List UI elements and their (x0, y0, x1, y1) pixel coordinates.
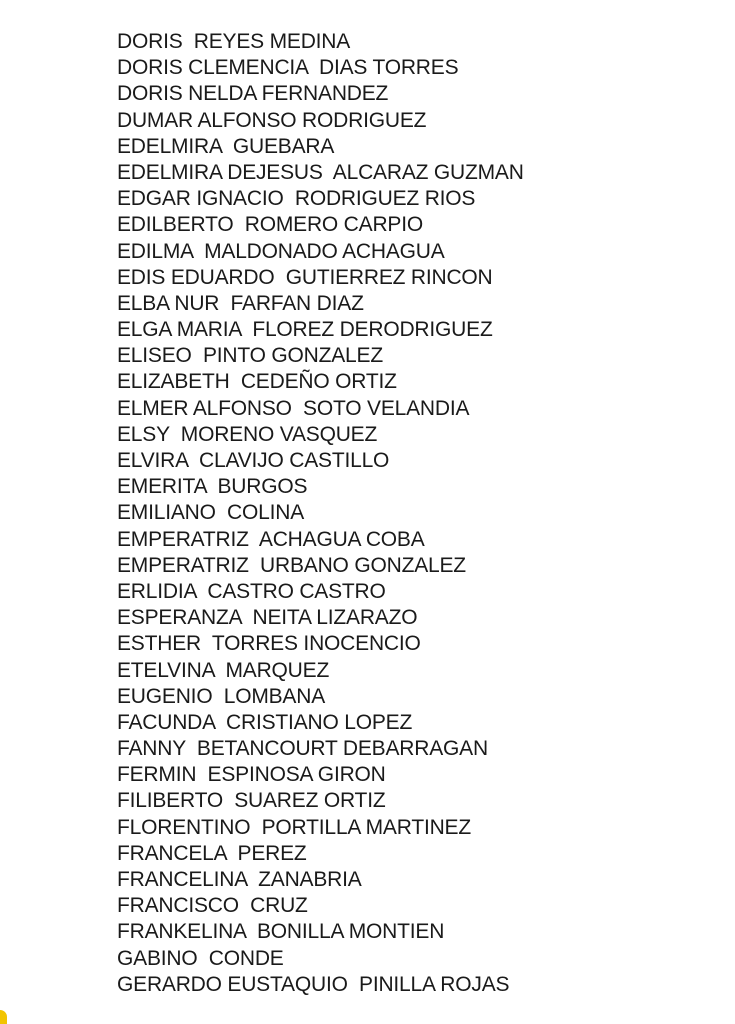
list-item: DORIS NELDA FERNANDEZ (117, 82, 389, 106)
list-item: FLORENTINO PORTILLA MARTINEZ (117, 815, 471, 839)
list-item: EMERITA BURGOS (117, 475, 308, 499)
list-item: EDIS EDUARDO GUTIERREZ RINCON (117, 265, 493, 289)
list-item: GABINO CONDE (117, 946, 284, 970)
list-item: EDILBERTO ROMERO CARPIO (117, 213, 423, 237)
list-item: EDGAR IGNACIO RODRIGUEZ RIOS (117, 187, 476, 211)
list-item: FRANCISCO CRUZ (117, 894, 308, 918)
list-item: DUMAR ALFONSO RODRIGUEZ (117, 108, 427, 132)
list-item: GERARDO EUSTAQUIO PINILLA ROJAS (117, 972, 510, 996)
list-item: ESPERANZA NEITA LIZARAZO (117, 606, 418, 630)
list-item: DORIS REYES MEDINA (117, 30, 351, 53)
list-item: FANNY BETANCOURT DEBARRAGAN (117, 737, 488, 761)
corner-mark (0, 1010, 7, 1024)
list-item: ELGA MARIA FLOREZ DERODRIGUEZ (117, 318, 493, 342)
list-item: ELSY MORENO VASQUEZ (117, 422, 378, 446)
list-item: ELISEO PINTO GONZALEZ (117, 344, 383, 368)
list-item: FRANCELINA ZANABRIA (117, 868, 362, 891)
list-item: ESTHER TORRES INOCENCIO (117, 632, 421, 656)
list-item: ELIZABETH CEDEÑO ORTIZ (117, 370, 397, 394)
list-item: EDELMIRA DEJESUS ALCARAZ GUZMAN (117, 160, 524, 184)
list-item: EDILMA MALDONADO ACHAGUA (117, 239, 445, 263)
list-item: ELVIRA CLAVIJO CASTILLO (117, 449, 390, 472)
list-item: ELBA NUR FARFAN DIAZ (117, 291, 364, 315)
list-item: FACUNDA CRISTIANO LOPEZ (117, 710, 413, 734)
list-item: DORIS CLEMENCIA DIAS TORRES (117, 56, 459, 80)
list-item: EMPERATRIZ URBANO GONZALEZ (117, 553, 466, 577)
list-item: FRANKELINA BONILLA MONTIEN (117, 920, 445, 944)
list-item: EMILIANO COLINA (117, 501, 305, 525)
list-item: FERMIN ESPINOSA GIRON (117, 763, 386, 787)
list-item: FILIBERTO SUAREZ ORTIZ (117, 789, 386, 813)
list-item: ELMER ALFONSO SOTO VELANDIA (117, 396, 470, 420)
list-item: EDELMIRA GUEBARA (117, 134, 335, 158)
list-item: ETELVINA MARQUEZ (117, 658, 330, 682)
list-item: EMPERATRIZ ACHAGUA COBA (117, 527, 425, 551)
list-item: EUGENIO LOMBANA (117, 684, 326, 708)
list-item: ERLIDIA CASTRO CASTRO (117, 579, 386, 603)
name-list (117, 29, 524, 998)
list-item: FRANCELA PEREZ (117, 841, 307, 865)
